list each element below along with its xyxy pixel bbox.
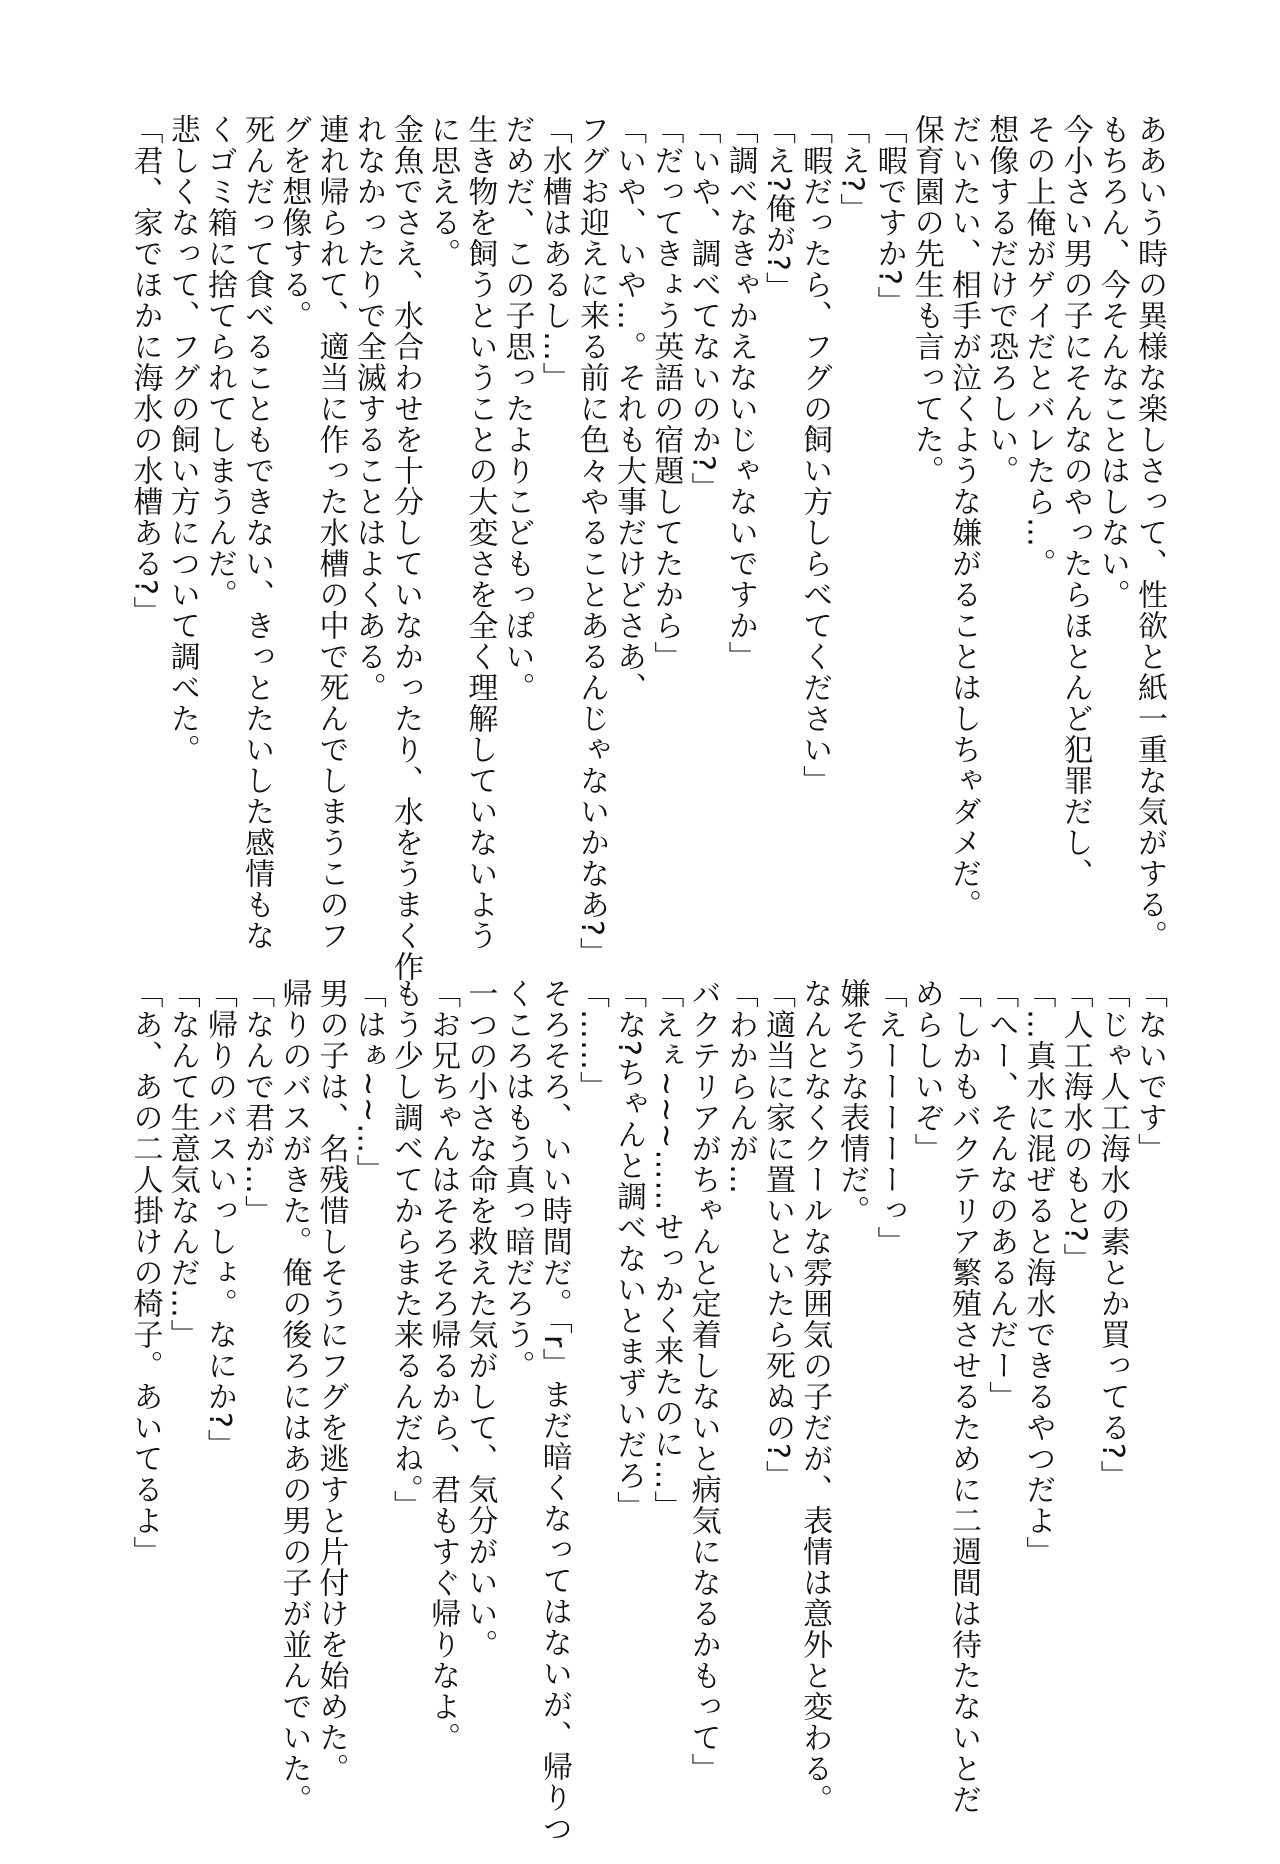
text-line: 「なんで君が…」: [239, 978, 275, 1226]
text-line: くころはもう真っ暗だろう。: [499, 978, 535, 1381]
text-line: 男の子は、名残惜しそうにフグを逃すと片付けを始めた。: [313, 978, 349, 1784]
text-line: なんとなくクールな雰囲気の子だが、表情は意外と変わる。: [797, 978, 833, 1815]
lower-text-block: [126, 978, 1168, 1845]
text-line: 「えぇ~~~……せっかく来たのに…」: [648, 978, 684, 1522]
text-line: グを想像する。: [276, 114, 312, 331]
text-line: 「人工海水のもと?」: [1057, 978, 1093, 1274]
text-line: 「お兄ちゃんはそろそろ帰るから、君もすぐ帰りなよ。: [425, 978, 461, 1753]
text-line: その上俺がゲイだとバレたら…。: [1020, 114, 1056, 579]
text-line: 「へー、そんなのあるんだー」: [983, 978, 1019, 1412]
text-line: 「あ、あの二人掛けの椅子。あいてるよ」: [127, 978, 163, 1567]
text-line: 悲しくなって、フグの飼い方について調べた。: [164, 114, 200, 765]
text-line: もちろん、今そんなことはしない。: [1094, 114, 1130, 610]
text-line: バクテリアがちゃんと定着しないと病気になるかもって」: [685, 978, 721, 1784]
text-line: 「わからんが…: [722, 978, 758, 1195]
text-line: に思える。: [425, 114, 461, 269]
text-line: 「適当に家に置いといたら死ぬの?」: [759, 978, 795, 1491]
text-line: 「じゃ人工海水の素とか買ってる?」: [1094, 978, 1130, 1491]
text-line: だいたい、相手が泣くような嫌がることはしちゃダメだ。: [945, 114, 981, 920]
text-line: 想像するだけで恐ろしい。: [983, 114, 1019, 486]
text-line: そろそろ、いい時間だ。「r」まだ暗くなってはないが、帰りつ: [536, 978, 572, 1845]
text-line: 生き物を飼うということの大変さを全く理解していないよう: [462, 114, 498, 951]
text-line: 嫌そうな表情だ。: [834, 978, 870, 1226]
text-line: 「なんて生意気なんだ…」: [164, 978, 200, 1350]
text-line: 今小さい男の子にそんなのやったらほとんど犯罪だし、: [1057, 114, 1093, 889]
text-line: 「水槽はあるし…」: [536, 114, 572, 393]
text-line: 金魚でさえ、水合わせを十分していなかったり、水をうまく作: [387, 114, 423, 982]
text-line: 「ないです」: [1132, 978, 1167, 1164]
text-line: 「はぁ~~…」: [350, 978, 386, 1186]
text-line: だめだ、この子思ったよりこどもっぽい。: [499, 114, 535, 703]
text-line: 保育園の先生も言ってた。: [908, 114, 944, 486]
text-line: めらしいぞ」: [908, 978, 944, 1164]
text-line: 帰りのバスがきた。俺の後ろにはあの男の子が並んでいた。: [276, 978, 312, 1815]
text-line: もう少し調べてからまた来るんだね。」: [387, 978, 423, 1521]
text-line: 「だってきょう英語の宿題してたから」: [648, 114, 684, 672]
text-line: 「調べなきゃかえないじゃないですか」: [722, 114, 758, 672]
text-line: 「えーーーーーっ」: [871, 978, 907, 1257]
text-line: れなかったりで全滅することはよくある。: [350, 114, 386, 703]
text-line: 「帰りのバスいっしょ。なにか?」: [201, 978, 237, 1460]
text-line: 「いや、いや…。それも大事だけどさあ、: [611, 114, 647, 703]
text-line: 「え?」: [834, 114, 870, 224]
text-line: 「な?ちゃんと調べないとまずいだろ」: [611, 978, 647, 1522]
text-line: 「君、家でほかに海水の水槽ある?」: [127, 114, 163, 627]
text-line: 「暇だったら、フグの飼い方しらべてください」: [797, 114, 833, 796]
text-line: 連れ帰られて、適当に作った水槽の中で死んでしまうこのフ: [313, 114, 349, 951]
text-line: 「……」: [573, 978, 609, 1102]
text-line: 「暇ですか?」: [871, 114, 907, 317]
text-line: 「いや、調べてないのか?」: [685, 114, 721, 503]
text-line: ああいう時の異様な楽しさって、性欲と紙一重な気がする。: [1132, 114, 1167, 951]
text-line: くゴミ箱に捨てられてしまうんだ。: [201, 114, 237, 610]
text-line: 「しかもバクテリア繁殖させるために二週間は待たないとだ: [945, 978, 981, 1815]
text-line: 「…真水に混ぜると海水できるやつだよ」: [1020, 978, 1056, 1567]
text-line: フグお迎えに来る前に色々やることあるんじゃないかなあ?」: [573, 114, 609, 968]
upper-text-block: [126, 114, 1168, 982]
text-line: 一つの小さな命を救えた気がして、気分がいい。: [462, 978, 498, 1660]
text-line: 死んだって食べることもできない、きっとたいした感情もな: [239, 114, 275, 951]
text-line: 「え?俺が?」: [759, 114, 795, 303]
